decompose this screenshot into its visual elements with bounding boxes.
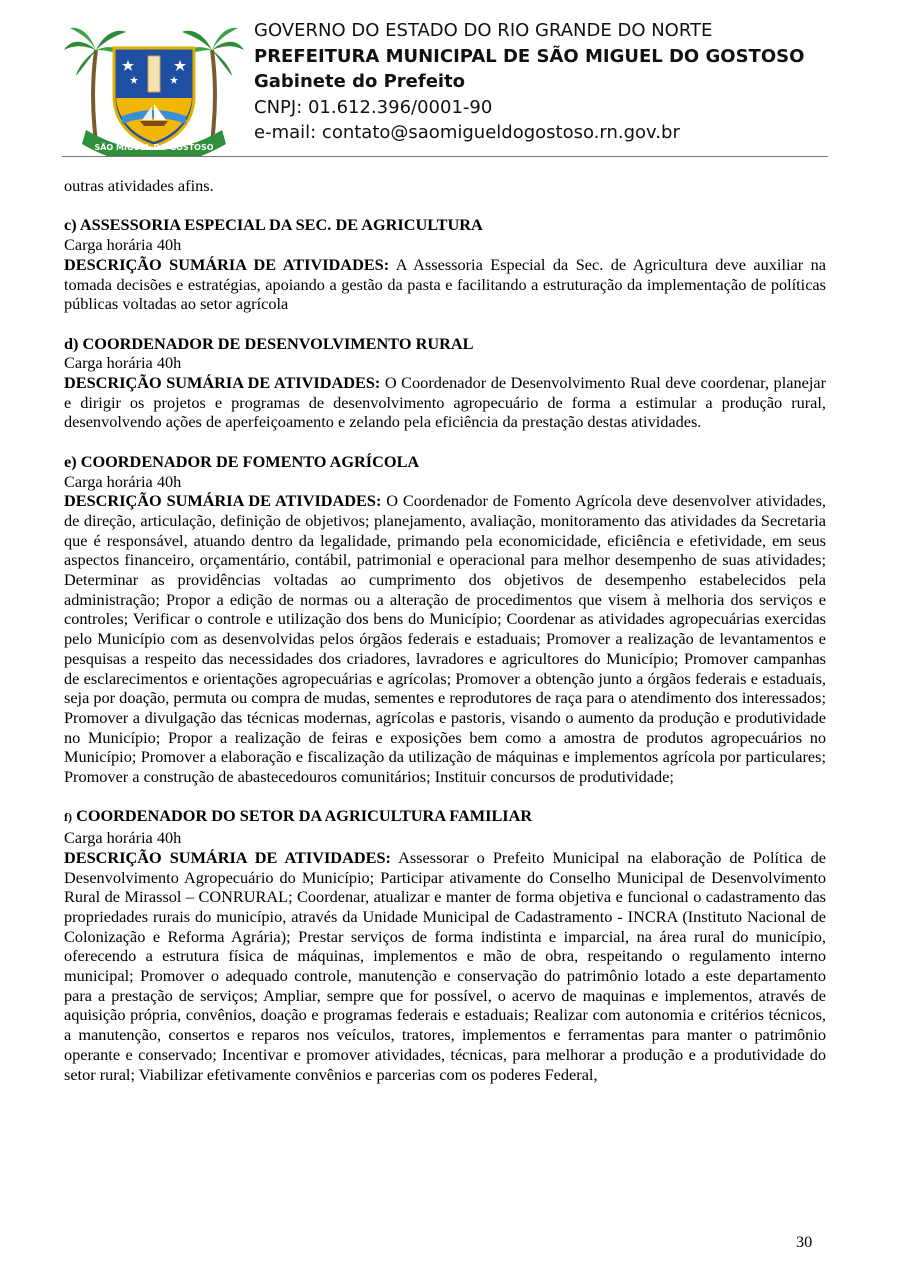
section-description bbox=[64, 491, 826, 787]
description-lead: DESCRIÇÃO SUMÁRIA DE ATIVIDADES: bbox=[64, 373, 381, 392]
section-e bbox=[64, 452, 826, 787]
section-title-text: COORDENADOR DO SETOR DA AGRICULTURA FAMILIAR bbox=[72, 806, 533, 826]
letterhead bbox=[62, 14, 828, 157]
section-f bbox=[64, 806, 826, 1084]
section-description bbox=[64, 373, 826, 432]
description-text: O Coordenador de Fomento Agrícola deve desenvolver atividades, de direção, articulação, definição de objetivos; planejamento, avaliação, monitoramento das atividades da Secretaria que é responsável, atuando dentro da legalidade, primando pela economicidade, eficiência e efetividade, em seus aspectos financeiro, orçamentário, contábil, patrimonial e operacional para melhor desempenho de suas atividades; Determinar as providências voltadas ao cumprimento dos objetivos de desempenho estabelecidos pela administração; Propor a edição de normas ou a alteração de procedimentos que visem à melhoria dos serviços e controles; Verificar o controle e utilização dos bens do Município; Coordenar as atividades agropecuárias exercidas pelo Município com as desenvolvidas pelos órgãos federais e estaduais; Promover a realização de levantamentos e pesquisas a respeito das necessidades dos criadores, lavradores e agricultores do Município; Promover campanhas de esclarecimentos e orientações agropecuárias e agrícolas; Promover a obtenção junto a órgãos federais e estaduais, seja por doação, permuta ou compra de mudas, sementes e reprodutores de raça para o atendimento dos interessados; Promover a divulgação das técnicas modernas, agrícolas e pastoris, visando o aumento da produção e produtividade no Município; Propor a realização de feiras e exposições bem como a amostra de produtos agropecuários no Município; Promover a elaboração e fiscalização da utilização de máquinas e implementos agrícola por particulares; Promover a construção de abastecedouros comunitários; Instituir concursos de produtividade; bbox=[64, 491, 826, 787]
description-text: Assessorar o Prefeito Municipal na elaboração de Política de Desenvolvimento Agropecuário do Município; Participar ativamente do Conselho Municipal de Desenvolvimento Rural de Mirassol – CONRURAL; Coordenar, atualizar e manter de forma objetiva e funcional o cadastramento das propriedades rurais do município, através da Unidade Municipal de Cadastramento - INCRA (Instituto Nacional de Colonização e Reforma Agrária); Prestar serviços de forma indistinta e imparcial, na área rural do município, oferecendo a estrutura física de máquinas, implementos e mão de obra, respeitando o regulamento interno municipal; Promover o adequado controle, manutenção e conservação do patrimônio lotado a este departamento para a prestação de serviços; Ampliar, sempre que for possível, o acervo de maquinas e implementos, através de aquisição própria, convênios, doação e programas federais e estaduais; Realizar com autonomia e critérios técnicos, a manutenção, consertos e reparos nos veículos, tratores, implementos e ferramentas para manter o patrimônio operante e conservado; Incentivar e promover atividades, técnicas, para melhorar a produção e a produtividade do setor rural; Viabilizar efetivamente convênios e parcerias com os poderes Federal, bbox=[64, 847, 826, 1084]
shield-emblem bbox=[114, 48, 194, 146]
office-line: Gabinete do Prefeito bbox=[254, 71, 466, 92]
description-text: A Assessoria Especial da Sec. de Agricultura deve auxiliar na tomada decisões e estratégias, apoiando a gestão da pasta e facilitando a estruturação da implementação de políticas públicas voltadas ao setor agrícola bbox=[64, 254, 826, 314]
section-title: e) COORDENADOR DE FOMENTO AGRÍCOLA bbox=[64, 451, 420, 471]
section-hours: Carga horária 40h bbox=[64, 471, 182, 491]
section-d bbox=[64, 334, 826, 433]
description-text: O Coordenador de Desenvolvimento Rual deve coordenar, planejar e dirigir os projetos e programas de desenvolvimento agropecuário de forma a estimular a produção rural, desenvolvendo ações de aperfeiçoamento e zelando pela eficiência da prestação destas atividades. bbox=[64, 373, 826, 432]
section-title-prefix: f) bbox=[64, 810, 72, 825]
section-hours: Carga horária 40h bbox=[64, 235, 182, 255]
section-title: d) COORDENADOR DE DESENVOLVIMENTO RURAL bbox=[64, 333, 474, 353]
section-c bbox=[64, 215, 826, 314]
description-lead: DESCRIÇÃO SUMÁRIA DE ATIVIDADES: bbox=[64, 254, 390, 274]
municipal-coat-of-arms-logo bbox=[62, 20, 244, 156]
logo-ribbon-text: SÃO MIGUEL DO GOSTOSO bbox=[94, 143, 214, 152]
section-title: c) ASSESSORIA ESPECIAL DA SEC. DE AGRICULTURA bbox=[64, 215, 483, 235]
document-body bbox=[64, 176, 826, 1084]
section-hours: Carga horária 40h bbox=[64, 828, 182, 848]
description-lead: DESCRIÇÃO SUMÁRIA DE ATIVIDADES: bbox=[64, 847, 391, 867]
cnpj-line: CNPJ: 01.612.396/0001-90 bbox=[254, 96, 493, 118]
section-description bbox=[64, 848, 826, 1084]
section-hours: Carga horária 40h bbox=[64, 353, 182, 373]
municipality-line: PREFEITURA MUNICIPAL DE SÃO MIGUEL DO GOSTOSO bbox=[254, 45, 805, 67]
government-line: GOVERNO DO ESTADO DO RIO GRANDE DO NORTE bbox=[254, 20, 713, 41]
description-lead: DESCRIÇÃO SUMÁRIA DE ATIVIDADES: bbox=[64, 491, 382, 511]
letterhead-text bbox=[254, 18, 804, 146]
email-line: e-mail: contato@saomigueldogostoso.rn.gov.br bbox=[254, 122, 680, 143]
section-description bbox=[64, 255, 826, 314]
section-title bbox=[64, 806, 826, 828]
page-number: 30 bbox=[796, 1232, 813, 1251]
intro-text: outras atividades afins. bbox=[64, 176, 214, 195]
